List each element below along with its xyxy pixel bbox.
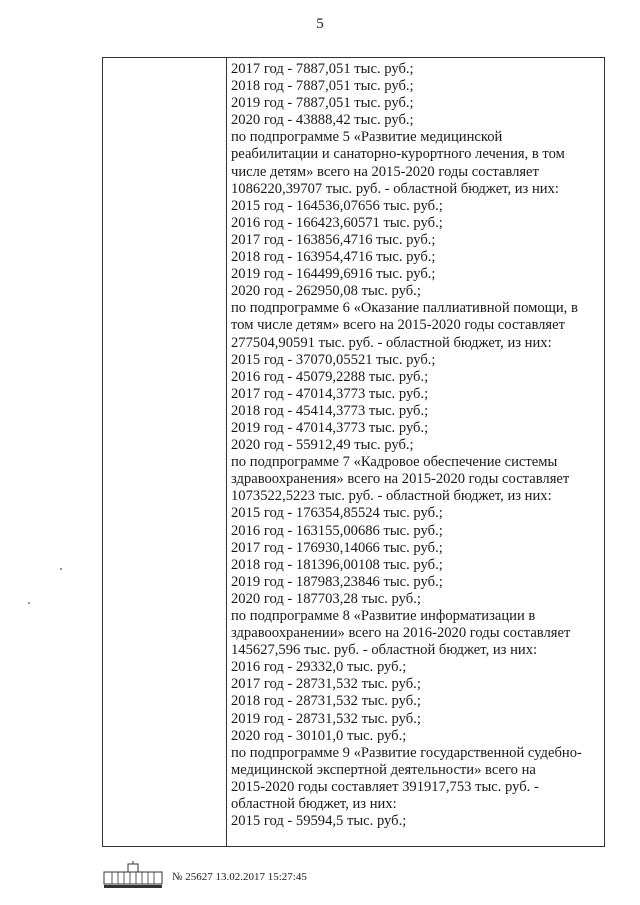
- text-line: 2019 год - 28731,532 тыс. руб.;: [231, 710, 421, 727]
- page-number: 5: [316, 16, 324, 32]
- text-line: 2020 год - 30101,0 тыс. руб.;: [231, 727, 407, 744]
- scan-speck: [28, 602, 30, 604]
- table-text-cell: [231, 61, 603, 830]
- text-line: 2018 год - 181396,00108 тыс. руб.;: [231, 556, 443, 573]
- text-line: 2017 год - 28731,532 тыс. руб.;: [231, 676, 421, 693]
- text-line: 2020 год - 43888,42 тыс. руб.;: [231, 112, 414, 129]
- scan-speck: [60, 568, 62, 570]
- text-line: здравоохранении» всего на 2016-2020 годы составляет: [231, 625, 571, 642]
- text-line: 2020 год - 187703,28 тыс. руб.;: [231, 590, 421, 607]
- text-line: 1073522,5223 тыс. руб. - областной бюджет, из них:: [231, 488, 552, 505]
- text-line: 2016 год - 166423,60571 тыс. руб.;: [231, 214, 443, 231]
- text-line: 2015-2020 годы составляет 391917,753 тыс. руб. -: [231, 778, 539, 795]
- registration-number-timestamp: № 25627 13.02.2017 15:27:45: [172, 871, 307, 883]
- text-line: 2015 год - 37070,05521 тыс. руб.;: [231, 351, 436, 368]
- text-line: 2015 год - 164536,07656 тыс. руб.;: [231, 197, 443, 214]
- government-building-stamp-icon: [102, 861, 164, 889]
- text-line: 2017 год - 47014,3773 тыс. руб.;: [231, 385, 429, 402]
- text-line: медицинской экспертной деятельности» всего на: [231, 761, 536, 778]
- text-line: 2016 год - 29332,0 тыс. руб.;: [231, 659, 407, 676]
- table-column-divider: [226, 57, 227, 847]
- text-line: 277504,90591 тыс. руб. - областной бюджет, из них:: [231, 334, 552, 351]
- text-line: 2015 год - 59594,5 тыс. руб.;: [231, 813, 407, 830]
- text-line: 2019 год - 187983,23846 тыс. руб.;: [231, 573, 443, 590]
- text-line: здравоохранения» всего на 2015-2020 годы составляет: [231, 471, 570, 488]
- text-line: 2017 год - 176930,14066 тыс. руб.;: [231, 539, 443, 556]
- text-line: 2016 год - 45079,2288 тыс. руб.;: [231, 368, 429, 385]
- text-line: по подпрограмме 9 «Развитие государственной судебно-: [231, 744, 582, 761]
- text-line: 1086220,39707 тыс. руб. - областной бюджет, из них:: [231, 180, 559, 197]
- text-line: числе детям» всего на 2015-2020 годы составляет: [231, 163, 539, 180]
- text-line: 2020 год - 262950,08 тыс. руб.;: [231, 283, 421, 300]
- text-line: реабилитации и санаторно-курортного лечения, в том: [231, 146, 565, 163]
- text-line: по подпрограмме 7 «Кадровое обеспечение системы: [231, 454, 558, 471]
- text-line: 2020 год - 55912,49 тыс. руб.;: [231, 437, 414, 454]
- text-line: 2019 год - 164499,6916 тыс. руб.;: [231, 266, 436, 283]
- text-line: 2018 год - 7887,051 тыс. руб.;: [231, 78, 414, 95]
- text-line: том числе детям» всего на 2015-2020 годы составляет: [231, 317, 566, 334]
- text-line: по подпрограмме 8 «Развитие информатизации в: [231, 608, 536, 624]
- text-line: по подпрограмме 6 «Оказание паллиативной помощи, в: [231, 300, 578, 317]
- text-line: по подпрограмме 5 «Развитие медицинской: [231, 129, 503, 146]
- text-line: 2019 год - 47014,3773 тыс. руб.;: [231, 419, 429, 436]
- text-line: 2018 год - 163954,4716 тыс. руб.;: [231, 249, 436, 266]
- text-line: 2019 год - 7887,051 тыс. руб.;: [231, 95, 414, 112]
- text-line: 2016 год - 163155,00686 тыс. руб.;: [231, 522, 443, 539]
- text-line: 2018 год - 28731,532 тыс. руб.;: [231, 693, 421, 710]
- text-line: областной бюджет, из них:: [231, 796, 397, 813]
- text-line: 145627,596 тыс. руб. - областной бюджет, из них:: [231, 642, 538, 659]
- text-line: 2017 год - 163856,4716 тыс. руб.;: [231, 231, 436, 248]
- text-line: 2017 год - 7887,051 тыс. руб.;: [231, 61, 414, 77]
- text-line: 2015 год - 176354,85524 тыс. руб.;: [231, 505, 443, 522]
- text-line: 2018 год - 45414,3773 тыс. руб.;: [231, 402, 429, 419]
